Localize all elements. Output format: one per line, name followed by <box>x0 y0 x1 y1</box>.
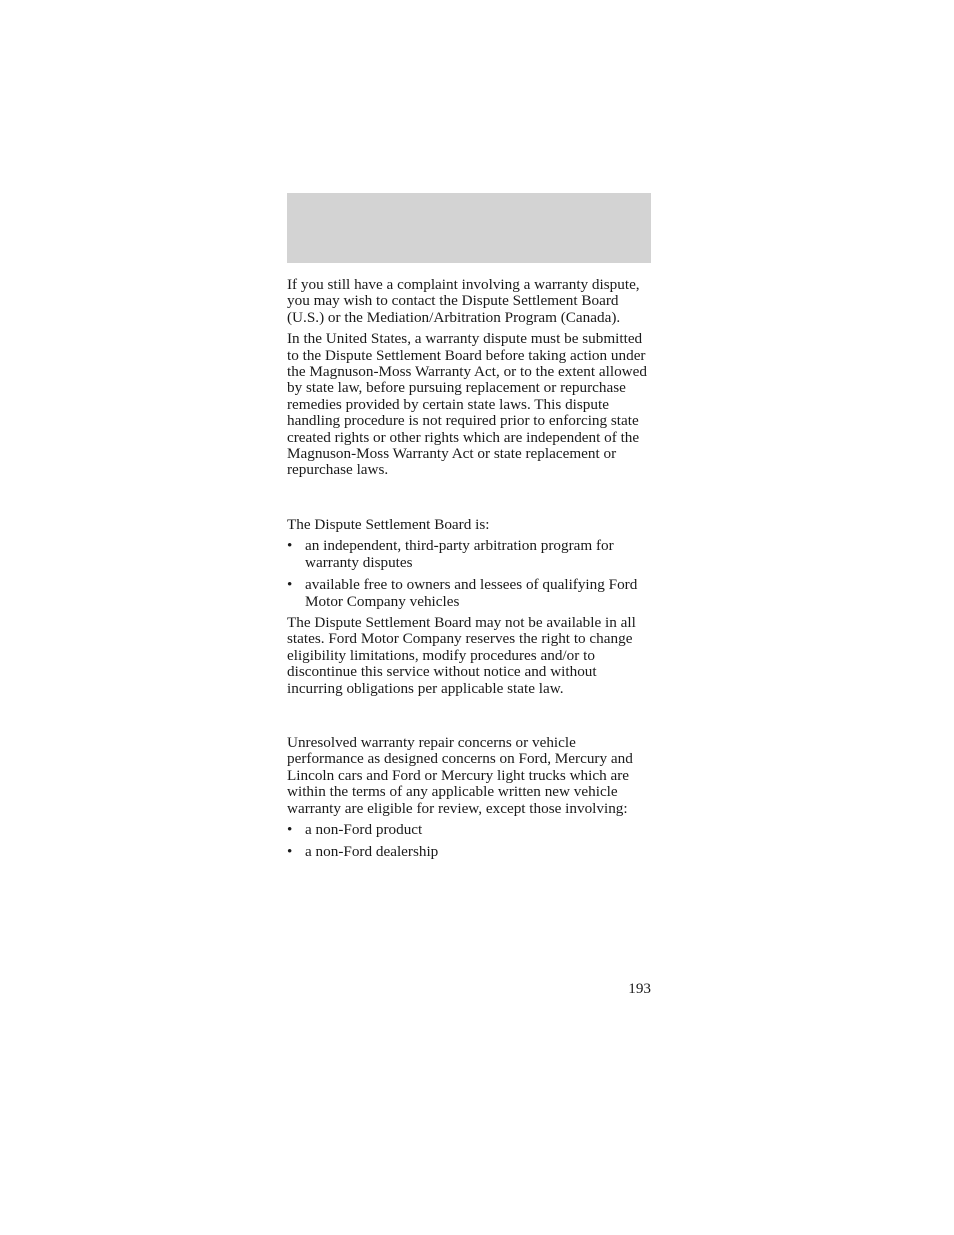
paragraph-availability: The Dispute Settlement Board may not be available in all states. Ford Motor Company reserves the right to change eligibility limitations, modify procedures and/or to discontinue this service without notice and without incurring obligations per applicable state law. <box>287 613 636 697</box>
bullet-icon: • <box>287 537 293 555</box>
list-item <box>287 577 653 610</box>
list-item-text: a non-Ford product <box>305 820 423 838</box>
list-item <box>287 538 653 571</box>
bullet-icon: • <box>287 576 293 594</box>
paragraph-us-requirement: In the United States, a warranty dispute must be submitted to the Dispute Settlement Board before taking action under the Magnuson-Moss Warranty Act, or to the extent allowed by state law, before pursuing replacement or repurchase remedies provided by certain state laws. This dispute handling procedure is not required prior to enforcing state created rights or other rights which are independent of the Magnuson-Moss Warranty Act or state replacement or repurchase laws. <box>287 330 647 479</box>
list-item-text: a non-Ford dealership <box>305 843 439 861</box>
bullet-icon: • <box>287 843 293 861</box>
list-item-text: available free to owners and lessees of qualifying Ford Motor Company vehicles <box>305 576 638 610</box>
list-item <box>287 822 653 838</box>
list-item <box>287 844 653 860</box>
paragraph-eligibility: Unresolved warranty repair concerns or vehicle performance as designed concerns on Ford, Mercury and Lincoln cars and Ford or Mercury light trucks which are within the terms of any applicable written new vehicle warranty are eligible for review, except those involving: <box>287 733 633 817</box>
paragraph-board-is: The Dispute Settlement Board is: <box>287 515 490 533</box>
exclusion-list <box>287 822 653 861</box>
page-number: 193 <box>628 980 651 997</box>
paragraph-complaint-contact: If you still have a complaint involving a warranty dispute, you may wish to contact the Dispute Settlement Board (U.S.) or the Mediation/Arbitration Program (Canada). <box>287 276 640 326</box>
board-description-list <box>287 538 653 610</box>
bullet-icon: • <box>287 820 293 838</box>
section-header-band <box>287 193 651 263</box>
page-content <box>287 277 653 861</box>
list-item-text: an independent, third-party arbitration program for warranty disputes <box>305 537 614 571</box>
